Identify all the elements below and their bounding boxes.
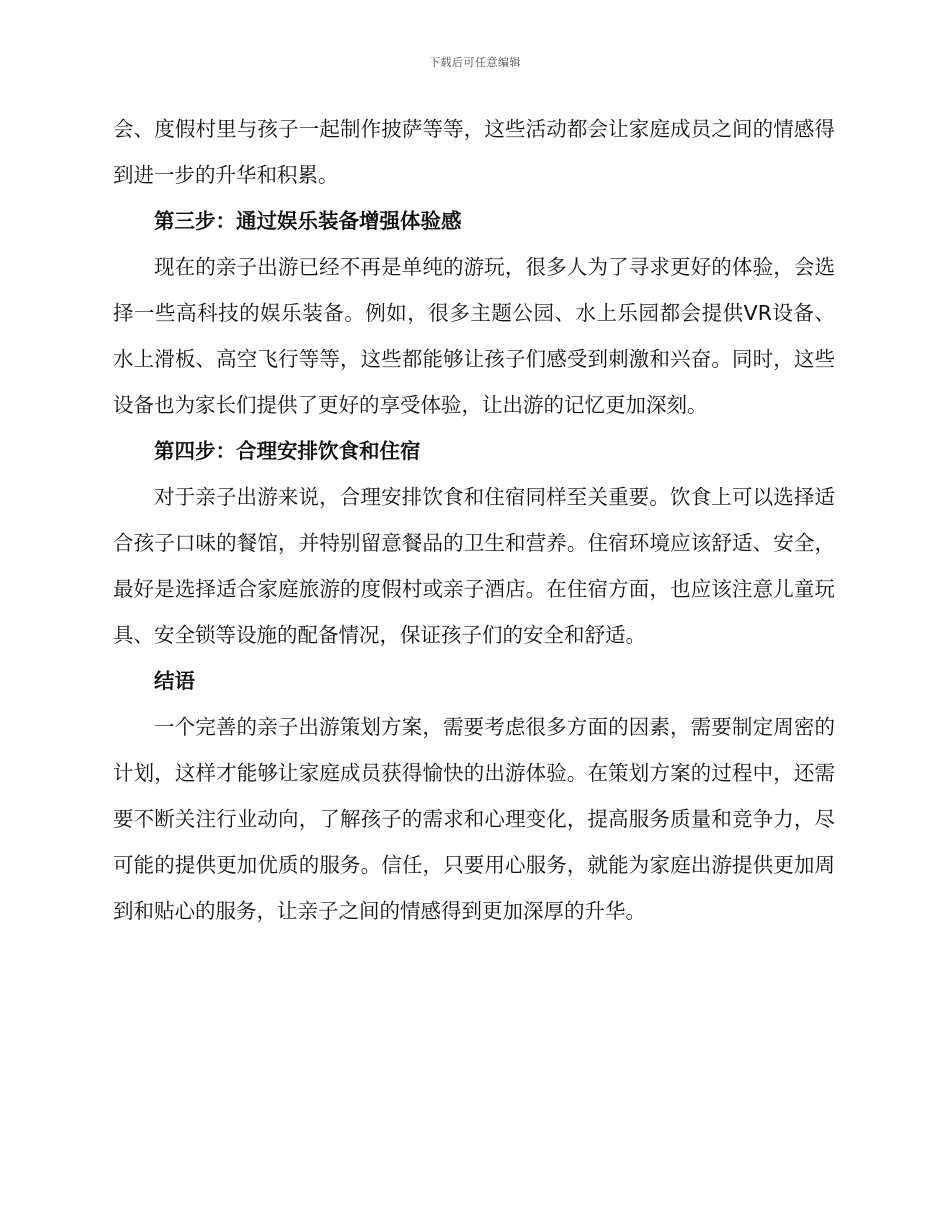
document-body: [113, 106, 835, 934]
paragraph-intro-continued: 会、度假村里与孩子一起制作披萨等等，这些活动都会让家庭成员之间的情感得到进一步的升华和积累。: [113, 117, 835, 187]
heading-conclusion: 结语: [154, 669, 195, 693]
heading-step-4: 第四步：合理安排饮食和住宿: [154, 439, 421, 463]
heading-step-3: 第三步：通过娱乐装备增强体验感: [154, 209, 462, 233]
header-note: 下载后可任意编辑: [429, 56, 521, 69]
paragraph-conclusion: 一个完善的亲子出游策划方案，需要考虑很多方面的因素，需要制定周密的计划，这样才能够让家庭成员获得愉快的出游体验。在策划方案的过程中，还需要不断关注行业动向，了解孩子的需求和心理变化，提高服务质量和竞争力，尽可能的提供更加优质的服务。信任，只要用心服务，就能为家庭出游提供更加周到和贴心的服务，让亲子之间的情感得到更加深厚的升华。: [113, 715, 835, 923]
paragraph-step-4: 对于亲子出游来说，合理安排饮食和住宿同样至关重要。饮食上可以选择适合孩子口味的餐馆，并特别留意餐品的卫生和营养。住宿环境应该舒适、安全，最好是选择适合家庭旅游的度假村或亲子酒店。在住宿方面，也应该注意儿童玩具、安全锁等设施的配备情况，保证孩子们的安全和舒适。: [113, 485, 835, 647]
paragraph-step-3: 现在的亲子出游已经不再是单纯的游玩，很多人为了寻求更好的体验，会选择一些高科技的娱乐装备。例如，很多主题公园、水上乐园都会提供VR设备、水上滑板、高空飞行等等，这些都能够让孩子们感受到刺激和兴奋。同时，这些设备也为家长们提供了更好的享受体验，让出游的记忆更加深刻。: [113, 255, 835, 417]
